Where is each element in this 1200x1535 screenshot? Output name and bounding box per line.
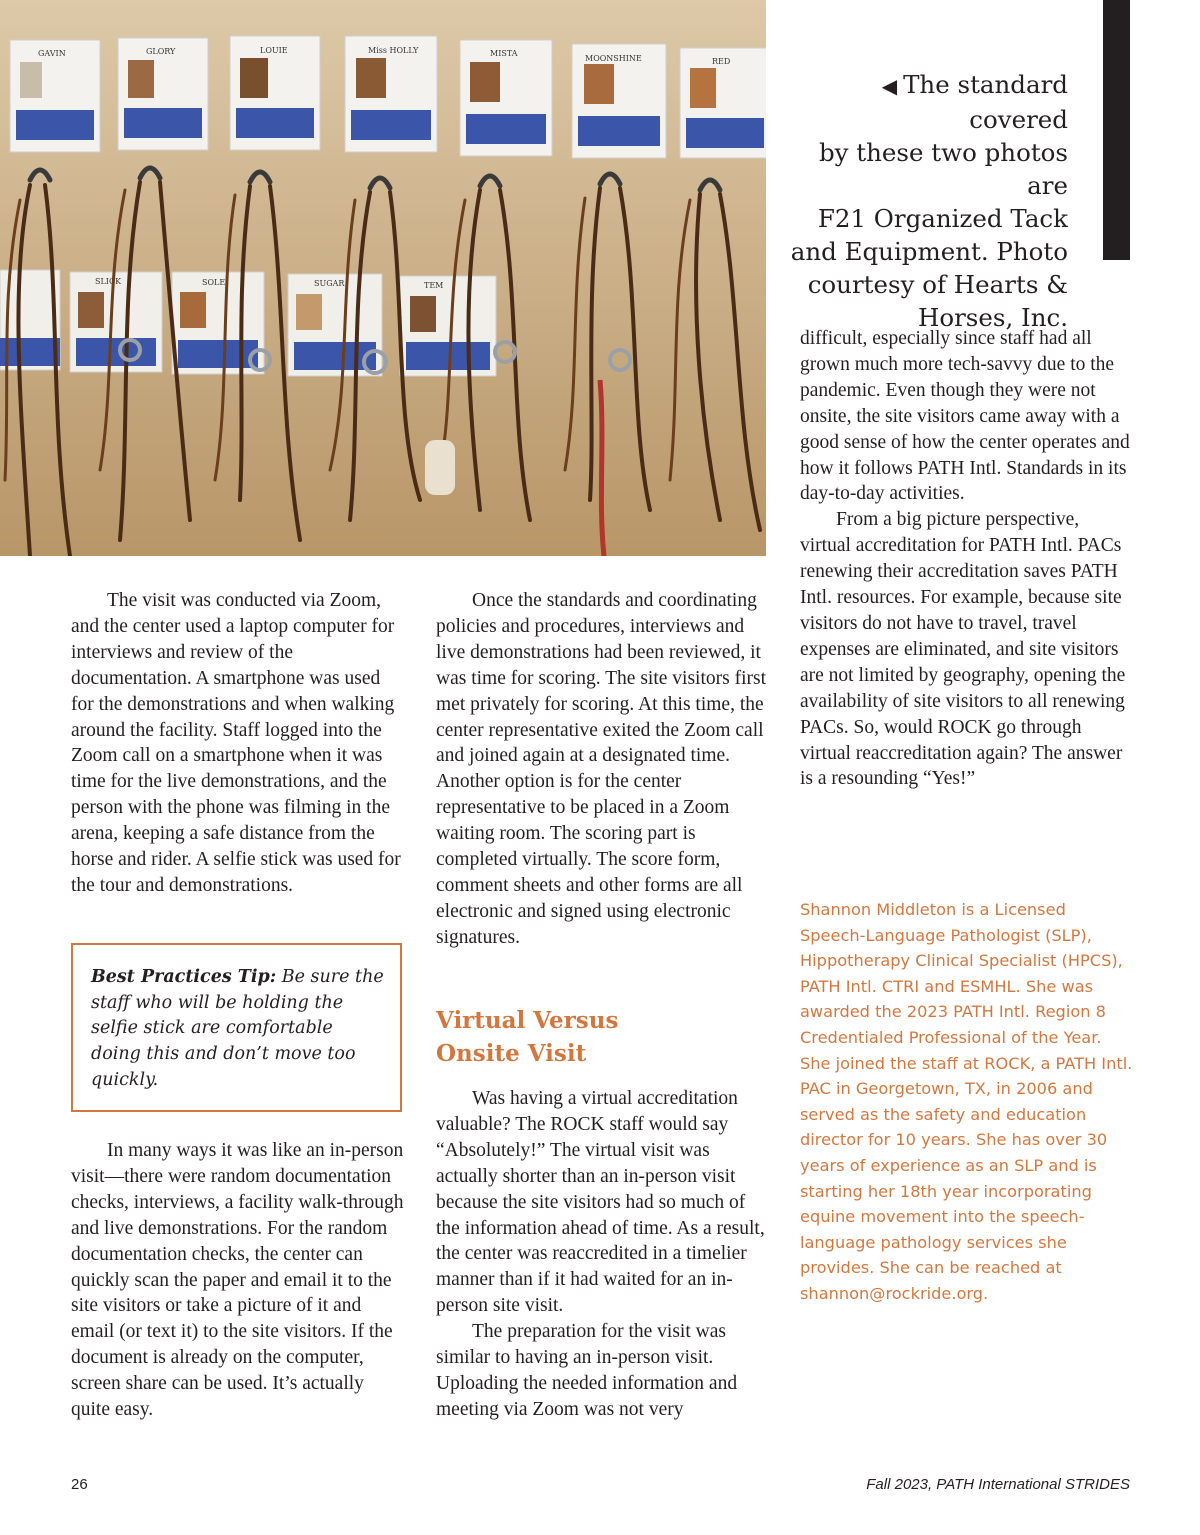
photo-label-bottom-2: SOLE [202, 278, 226, 287]
column-2-continued [436, 1086, 771, 1423]
photo-label-top-3: LOUIE [260, 46, 288, 55]
photo-label-bottom-4: TEM [424, 281, 444, 290]
page-number: 26 [71, 1476, 88, 1493]
column-1 [71, 588, 406, 899]
photo-label-top-6: MOONSHINE [585, 54, 642, 63]
caption-line-6: Horses, Inc. [917, 303, 1068, 332]
paragraph: Once the standards and coordinating policies and procedures, interviews and live demonstrations had been reviewed, it was time for scoring. The site visitors first met privately for scoring. At this time, the center representative exited the Zoom call and joined again at a designated time. Another option is for the center representative to be placed in a Zoom waiting room. The scoring part is completed virtually. The score form, comment sheets and other forms are all electronic and signed using electronic signatures. [436, 590, 767, 948]
tip-text: Be sure the staff who will be holding the selfie stick are comfortable doing this and don’t move too quickly. [91, 967, 384, 1090]
photo-label-top-5: MISTA [490, 49, 518, 58]
author-bio: Shannon Middleton is a Licensed Speech-Language Pathologist (SLP), Hippotherapy Clinical Specialist (HPCS), PATH Intl. CTRI and ESMHL. She was awarded the 2023 PATH Intl. Region 8 Credentialed Professional of the Year. She joined the staff at ROCK, a PATH Intl. PAC in Georgetown, TX, in 2006 and served as the safety and education director for 10 years. She has over 30 years of experience as an SLP and is starting her 18th year incorporating equine movement into the speech-language pathology services she provides. She can be reached at shannon@rockride.org. [800, 900, 1133, 1303]
photo-caption [790, 68, 1068, 334]
caption-line-5: courtesy of Hearts & [807, 270, 1068, 299]
tack-wall-illustration [0, 0, 766, 556]
photo-label-top-4: Miss HOLLY [368, 46, 419, 55]
caption-line-2: by these two photos are [818, 138, 1068, 200]
photo-label-top-2: GLORY [146, 47, 176, 56]
paragraph: From a big picture perspective, virtual accreditation for PATH Intl. PACs renewing their accreditation saves PATH Intl. resources. For example, because site visitors do not have to travel, travel expenses are eliminated, and site visitors are not limited by geography, opening the availability of site visitors to all renewing PACs. So, would ROCK go through virtual reaccreditation again? The answer is a resounding “Yes!” [800, 509, 1126, 790]
section-heading [436, 1004, 756, 1070]
tip-label: Best Practices Tip: [91, 967, 277, 987]
photo-label-bottom-1: SLICK [95, 277, 122, 286]
tack-wall-photo [0, 0, 766, 556]
column-3 [800, 326, 1130, 792]
caption-line-3: F21 Organized Tack [817, 204, 1068, 233]
photo-label-top-7: RED [712, 57, 731, 66]
paragraph: In many ways it was like an in-person visit—there were random documentation checks, interviews, a facility walk-through and live demonstrations. For the random documentation checks, the center can quickly scan the paper and email it to the site visitors or take a picture of it and email (or text it) to the site visitors. If the document is already on the computer, screen share can be used. It’s actually quite easy. [71, 1140, 404, 1421]
column-2 [436, 588, 771, 951]
column-1-continued [71, 1138, 406, 1423]
publication-footer: Fall 2023, PATH International STRIDES [866, 1476, 1130, 1493]
paragraph: The visit was conducted via Zoom, and the center used a laptop computer for interviews and review of the documentation. A smartphone was used for the demonstrations and when walking around the facility. Staff logged into the Zoom call on a smartphone when it was time for the live demonstrations, and the person with the phone was filming in the arena, keeping a safe distance from the horse and rider. A selfie stick was used for the tour and demonstrations. [71, 590, 401, 896]
paragraph: Was having a virtual accreditation valuable? The ROCK staff would say “Absolutely!” The virtual visit was actually shorter than an in-person visit because the site visitors had so much of the information ahead of time. As a result, the center was reaccredited in a timelier manner than if it had waited for an in-person site visit. [436, 1088, 765, 1317]
left-triangle-icon: ◀ [881, 74, 898, 98]
photo-label-top-1: GAVIN [38, 49, 66, 58]
caption-line-1: The standard covered [903, 70, 1068, 134]
caption-line-4: and Equipment. Photo [790, 237, 1068, 266]
heading-line-1: Virtual Versus [436, 1007, 619, 1034]
caption-accent-bar [1103, 0, 1130, 260]
best-practices-tip-box [71, 943, 402, 1112]
heading-line-2: Onsite Visit [436, 1040, 587, 1067]
paragraph: The preparation for the visit was similar to having an in-person visit. Uploading the needed information and meeting via Zoom was not very [436, 1321, 738, 1420]
photo-label-bottom-3: SUGAR [314, 279, 345, 288]
paragraph: difficult, especially since staff had all grown much more tech-savvy due to the pandemic. Even though they were not onsite, the site visitors came away with a good sense of how the center operates and how it follows PATH Intl. Standards in its day-to-day activities. [800, 328, 1130, 505]
